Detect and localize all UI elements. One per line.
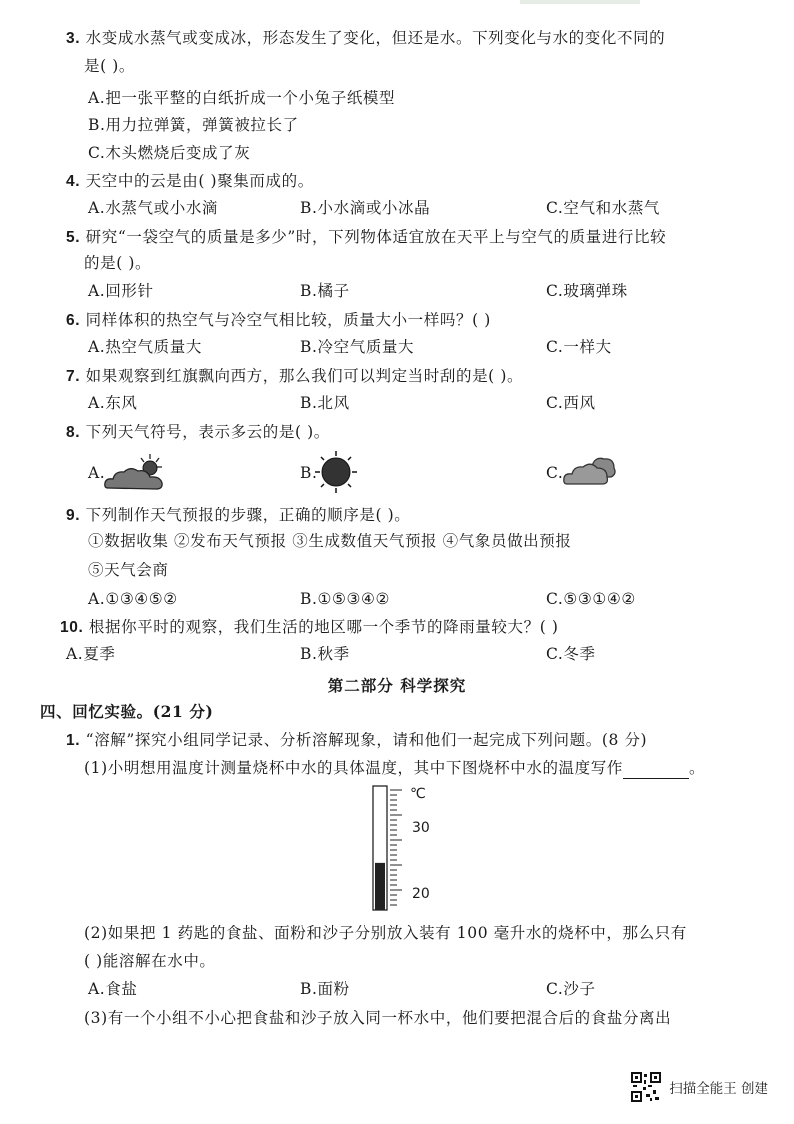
question-8: [66, 421, 330, 444]
option-c: C.空气和水蒸气: [546, 199, 661, 217]
question-number: 4.: [66, 173, 81, 190]
option-a: A.回形针: [88, 282, 154, 300]
question-number: 5.: [66, 229, 81, 246]
part-title: 第二部分 科学探究: [327, 676, 467, 695]
question-4: [66, 170, 314, 193]
question-3: [66, 27, 665, 50]
sub-question-text: (1)小明想用温度计测量烧杯中水的具体温度，其中下图烧杯中水的温度写作: [84, 759, 623, 777]
option-c: C.木头燃烧后变成了灰: [88, 144, 251, 162]
option-c: C.⑤③①④②: [546, 590, 636, 608]
question-5-line2: 的是( )。: [84, 254, 152, 272]
question-text: 下列制作天气预报的步骤，正确的顺序是( )。: [85, 506, 411, 524]
option-b: B.秋季: [300, 645, 350, 663]
option-b: B.: [300, 464, 318, 482]
question-5: [66, 226, 666, 249]
option-b: B.用力拉弹簧，弹簧被拉长了: [88, 116, 299, 134]
question-6: [66, 309, 491, 332]
question-number: 7.: [66, 368, 81, 385]
watermark-text: 扫描全能王 创建: [669, 1081, 768, 1097]
thermometer-label-30: 30: [412, 820, 430, 836]
answer-blank[interactable]: [623, 762, 689, 779]
option-b: B.北风: [300, 394, 350, 412]
thermometer-label-20: 20: [412, 886, 430, 902]
scanner-watermark: [631, 1072, 768, 1102]
option-b: B.面粉: [300, 980, 350, 998]
thermometer-liquid: [375, 863, 385, 910]
option-c: C.沙子: [546, 980, 596, 998]
question-number: 6.: [66, 312, 81, 329]
question-3-line2: 是( )。: [84, 57, 136, 75]
sun-icon: [314, 450, 358, 494]
cloud-icon: [562, 452, 618, 488]
option-a: A.①③④⑤②: [88, 590, 178, 608]
question-number: 3.: [66, 30, 81, 47]
thermometer-figure: [370, 782, 450, 914]
sub-question-3: (3)有一个小组不小心把食盐和沙子放入同一杯水中，他们要把混合后的食盐分离出: [84, 1009, 672, 1027]
option-c: C.西风: [546, 394, 596, 412]
option-a: A.把一张平整的白纸折成一个小兔子纸模型: [88, 89, 396, 107]
option-a: A.: [88, 464, 106, 482]
sub-question-2-line2: ( )能溶解在水中。: [84, 952, 216, 970]
question-text: 研究“一袋空气的质量是多少”时，下列物体适宜放在天平上与空气的质量进行比较: [85, 228, 667, 246]
option-c: C.: [546, 464, 564, 482]
question-text: 根据你平时的观察，我们生活的地区哪一个季节的降雨量较大？( ): [88, 618, 559, 636]
option-b: B.①⑤③④②: [300, 590, 390, 608]
sub-question-1: [84, 757, 705, 779]
option-a: A.食盐: [88, 980, 138, 998]
question-9: [66, 504, 410, 527]
experiment-1: [66, 729, 647, 752]
question-7: [66, 365, 523, 388]
question-text: 天空中的云是由( )聚集而成的。: [85, 172, 314, 190]
question-number: 1.: [66, 732, 81, 749]
option-c: C.冬季: [546, 645, 596, 663]
option-a: A.东风: [88, 394, 138, 412]
question-text: 同样体积的热空气与冷空气相比较，质量大小一样吗？( ): [85, 311, 491, 329]
option-a: A.夏季: [66, 645, 116, 663]
sub-question-end: 。: [688, 759, 706, 777]
cloudy-sun-icon: [102, 452, 168, 494]
option-b: B.橘子: [300, 282, 350, 300]
question-text: 下列天气符号，表示多云的是( )。: [85, 423, 330, 441]
sub-question-2: (2)如果把 1 药匙的食盐、面粉和沙子分别放入装有 100 毫升水的烧杯中，那么只有: [84, 924, 687, 942]
question-number: 9.: [66, 507, 81, 524]
option-a: A.水蒸气或小水滴: [88, 199, 219, 217]
question-text: 水变成水蒸气或变成冰，形态发生了变化，但还是水。下列变化与水的变化不同的: [85, 29, 666, 47]
question-number: 8.: [66, 424, 81, 441]
section-heading: 四、回忆实验。(21 分): [40, 702, 214, 721]
question-text: “溶解”探究小组同学记录、分析溶解现象，请和他们一起完成下列问题。(8 分): [85, 731, 648, 749]
option-b: B.小水滴或小冰晶: [300, 199, 431, 217]
option-c: C.一样大: [546, 338, 612, 356]
steps-line-1: ①数据收集 ②发布天气预报 ③生成数值天气预报 ④气象员做出预报: [88, 532, 572, 550]
option-c: C.玻璃弹珠: [546, 282, 628, 300]
scan-strip: [520, 0, 640, 4]
option-a: A.热空气质量大: [88, 338, 202, 356]
option-b: B.冷空气质量大: [300, 338, 415, 356]
question-10: [60, 616, 559, 639]
steps-line-2: ⑤天气会商: [88, 561, 169, 579]
question-text: 如果观察到红旗飘向西方，那么我们可以判定当时刮的是( )。: [85, 367, 524, 385]
question-number: 10.: [60, 619, 84, 636]
thermometer-unit: ℃: [410, 786, 426, 802]
qr-code-icon: [631, 1072, 661, 1102]
